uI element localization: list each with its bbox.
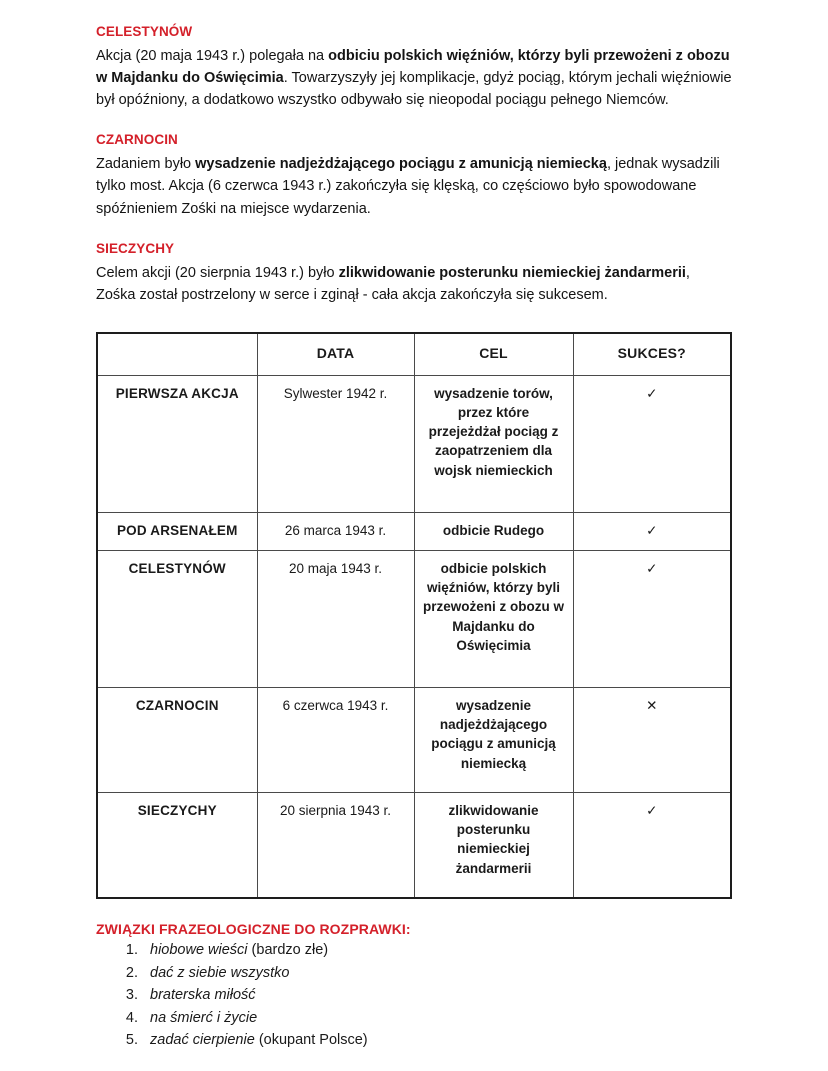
- action-goal: odbicie polskich więźniów, którzy byli przewożeni z obozu w Majdanku do Oświęcimia: [414, 551, 573, 688]
- section-czarnocin: [96, 132, 732, 219]
- phrase-text: hiobowe wieści: [150, 942, 248, 959]
- plain-text: , Zośka został postrzelony w serce i zginął - cała akcja zakończyła się sukcesem.: [96, 264, 690, 303]
- actions-table: [96, 332, 732, 899]
- prose-sections: [96, 24, 732, 306]
- action-name: SIECZYCHY: [97, 793, 257, 899]
- actions-table-body: [97, 375, 731, 898]
- section-heading-czarnocin: CZARNOCIN: [96, 132, 178, 148]
- section-paragraph-celestynow: [96, 45, 732, 112]
- action-name: PIERWSZA AKCJA: [97, 375, 257, 512]
- action-success-mark: ✓: [573, 551, 731, 688]
- action-goal: zlikwidowanie posterunku niemieckiej żandarmerii: [414, 793, 573, 899]
- action-success-mark: ✕: [573, 688, 731, 793]
- table-header-cel: CEL: [414, 333, 573, 375]
- action-success-mark: ✓: [573, 375, 731, 512]
- emphasis-text: wysadzenie nadjeżdżającego pociągu z amunicją niemiecką: [195, 156, 607, 173]
- table-header-data: DATA: [257, 333, 414, 375]
- action-name: CZARNOCIN: [97, 688, 257, 793]
- list-item: [142, 1029, 732, 1052]
- list-item: [142, 1007, 732, 1030]
- phrase-text: dać z siebie wszystko: [150, 964, 290, 981]
- table-header-row: [97, 333, 731, 375]
- phrase-note: (okupant Polsce): [254, 1032, 368, 1049]
- plain-text: . Towarzyszyły jej komplikacje, gdyż pociąg, którym jechali więźniowie był opóźniony, a dodatkowo wszystko odbywało się nieopodal pociągu pełnego Niemców.: [96, 70, 732, 109]
- list-item: [142, 962, 732, 985]
- phraseology-heading: ZWIĄZKI FRAZEOLOGICZNE DO ROZPRAWKI:: [96, 921, 411, 938]
- phrase-text: braterska miłość: [150, 987, 256, 1004]
- table-header-blank: [97, 333, 257, 375]
- section-heading-celestynow: CELESTYNÓW: [96, 24, 193, 39]
- emphasis-text: odbiciu polskich więźniów, którzy byli przewożeni z obozu w Majdanku do Oświęcimia: [96, 47, 730, 87]
- table-header-sukces: SUKCES?: [573, 333, 731, 375]
- plain-text: Akcja (20 maja 1943 r.) polegała na: [96, 47, 329, 64]
- action-goal: wysadzenie torów, przez które przejeżdżał pociąg z zaopatrzeniem dla wojsk niemieckich: [414, 375, 573, 512]
- spacer: [96, 220, 732, 241]
- spacer: [96, 306, 732, 332]
- phraseology-section: [96, 921, 732, 1052]
- table-row: [97, 551, 731, 688]
- phraseology-list: [96, 939, 732, 1052]
- phrase-text: zadać cierpienie: [150, 1032, 255, 1049]
- plain-text: Celem akcji (20 sierpnia 1943 r.) było: [96, 264, 339, 281]
- plain-text: Zadaniem było: [96, 156, 196, 173]
- action-date: 20 maja 1943 r.: [257, 551, 414, 688]
- spacer: [96, 899, 732, 921]
- table-row: [97, 375, 731, 512]
- action-date: Sylwester 1942 r.: [257, 375, 414, 512]
- section-heading-sieczychy: SIECZYCHY: [96, 240, 175, 256]
- table-row: [97, 688, 731, 793]
- list-item: [142, 939, 732, 962]
- action-goal: wysadzenie nadjeżdżającego pociągu z amunicją niemiecką: [414, 688, 573, 793]
- action-success-mark: ✓: [573, 512, 731, 550]
- list-item: [142, 984, 732, 1007]
- action-goal: odbicie Rudego: [414, 512, 573, 550]
- action-name: POD ARSENAŁEM: [97, 512, 257, 550]
- spacer: [96, 111, 732, 132]
- emphasis-text: zlikwidowanie posterunku niemieckiej żandarmerii: [338, 264, 686, 281]
- phrase-note: (bardzo złe): [247, 942, 329, 959]
- phrase-text: na śmierć i życie: [150, 1009, 258, 1026]
- plain-text: , jednak wysadzili tylko most. Akcja (6 czerwca 1943 r.) zakończyła się klęską, co częściowo było spowodowane spóźnieniem Zośki na miejsce wydarzenia.: [96, 156, 720, 217]
- action-date: 6 czerwca 1943 r.: [257, 688, 414, 793]
- section-sieczychy: [96, 241, 732, 306]
- section-celestynow: [96, 24, 732, 111]
- section-paragraph-czarnocin: [96, 153, 732, 220]
- section-paragraph-sieczychy: [96, 262, 732, 306]
- table-row: [97, 512, 731, 550]
- action-date: 20 sierpnia 1943 r.: [257, 793, 414, 899]
- action-date: 26 marca 1943 r.: [257, 512, 414, 550]
- table-row: [97, 793, 731, 899]
- action-name: CELESTYNÓW: [97, 551, 257, 688]
- action-success-mark: ✓: [573, 793, 731, 899]
